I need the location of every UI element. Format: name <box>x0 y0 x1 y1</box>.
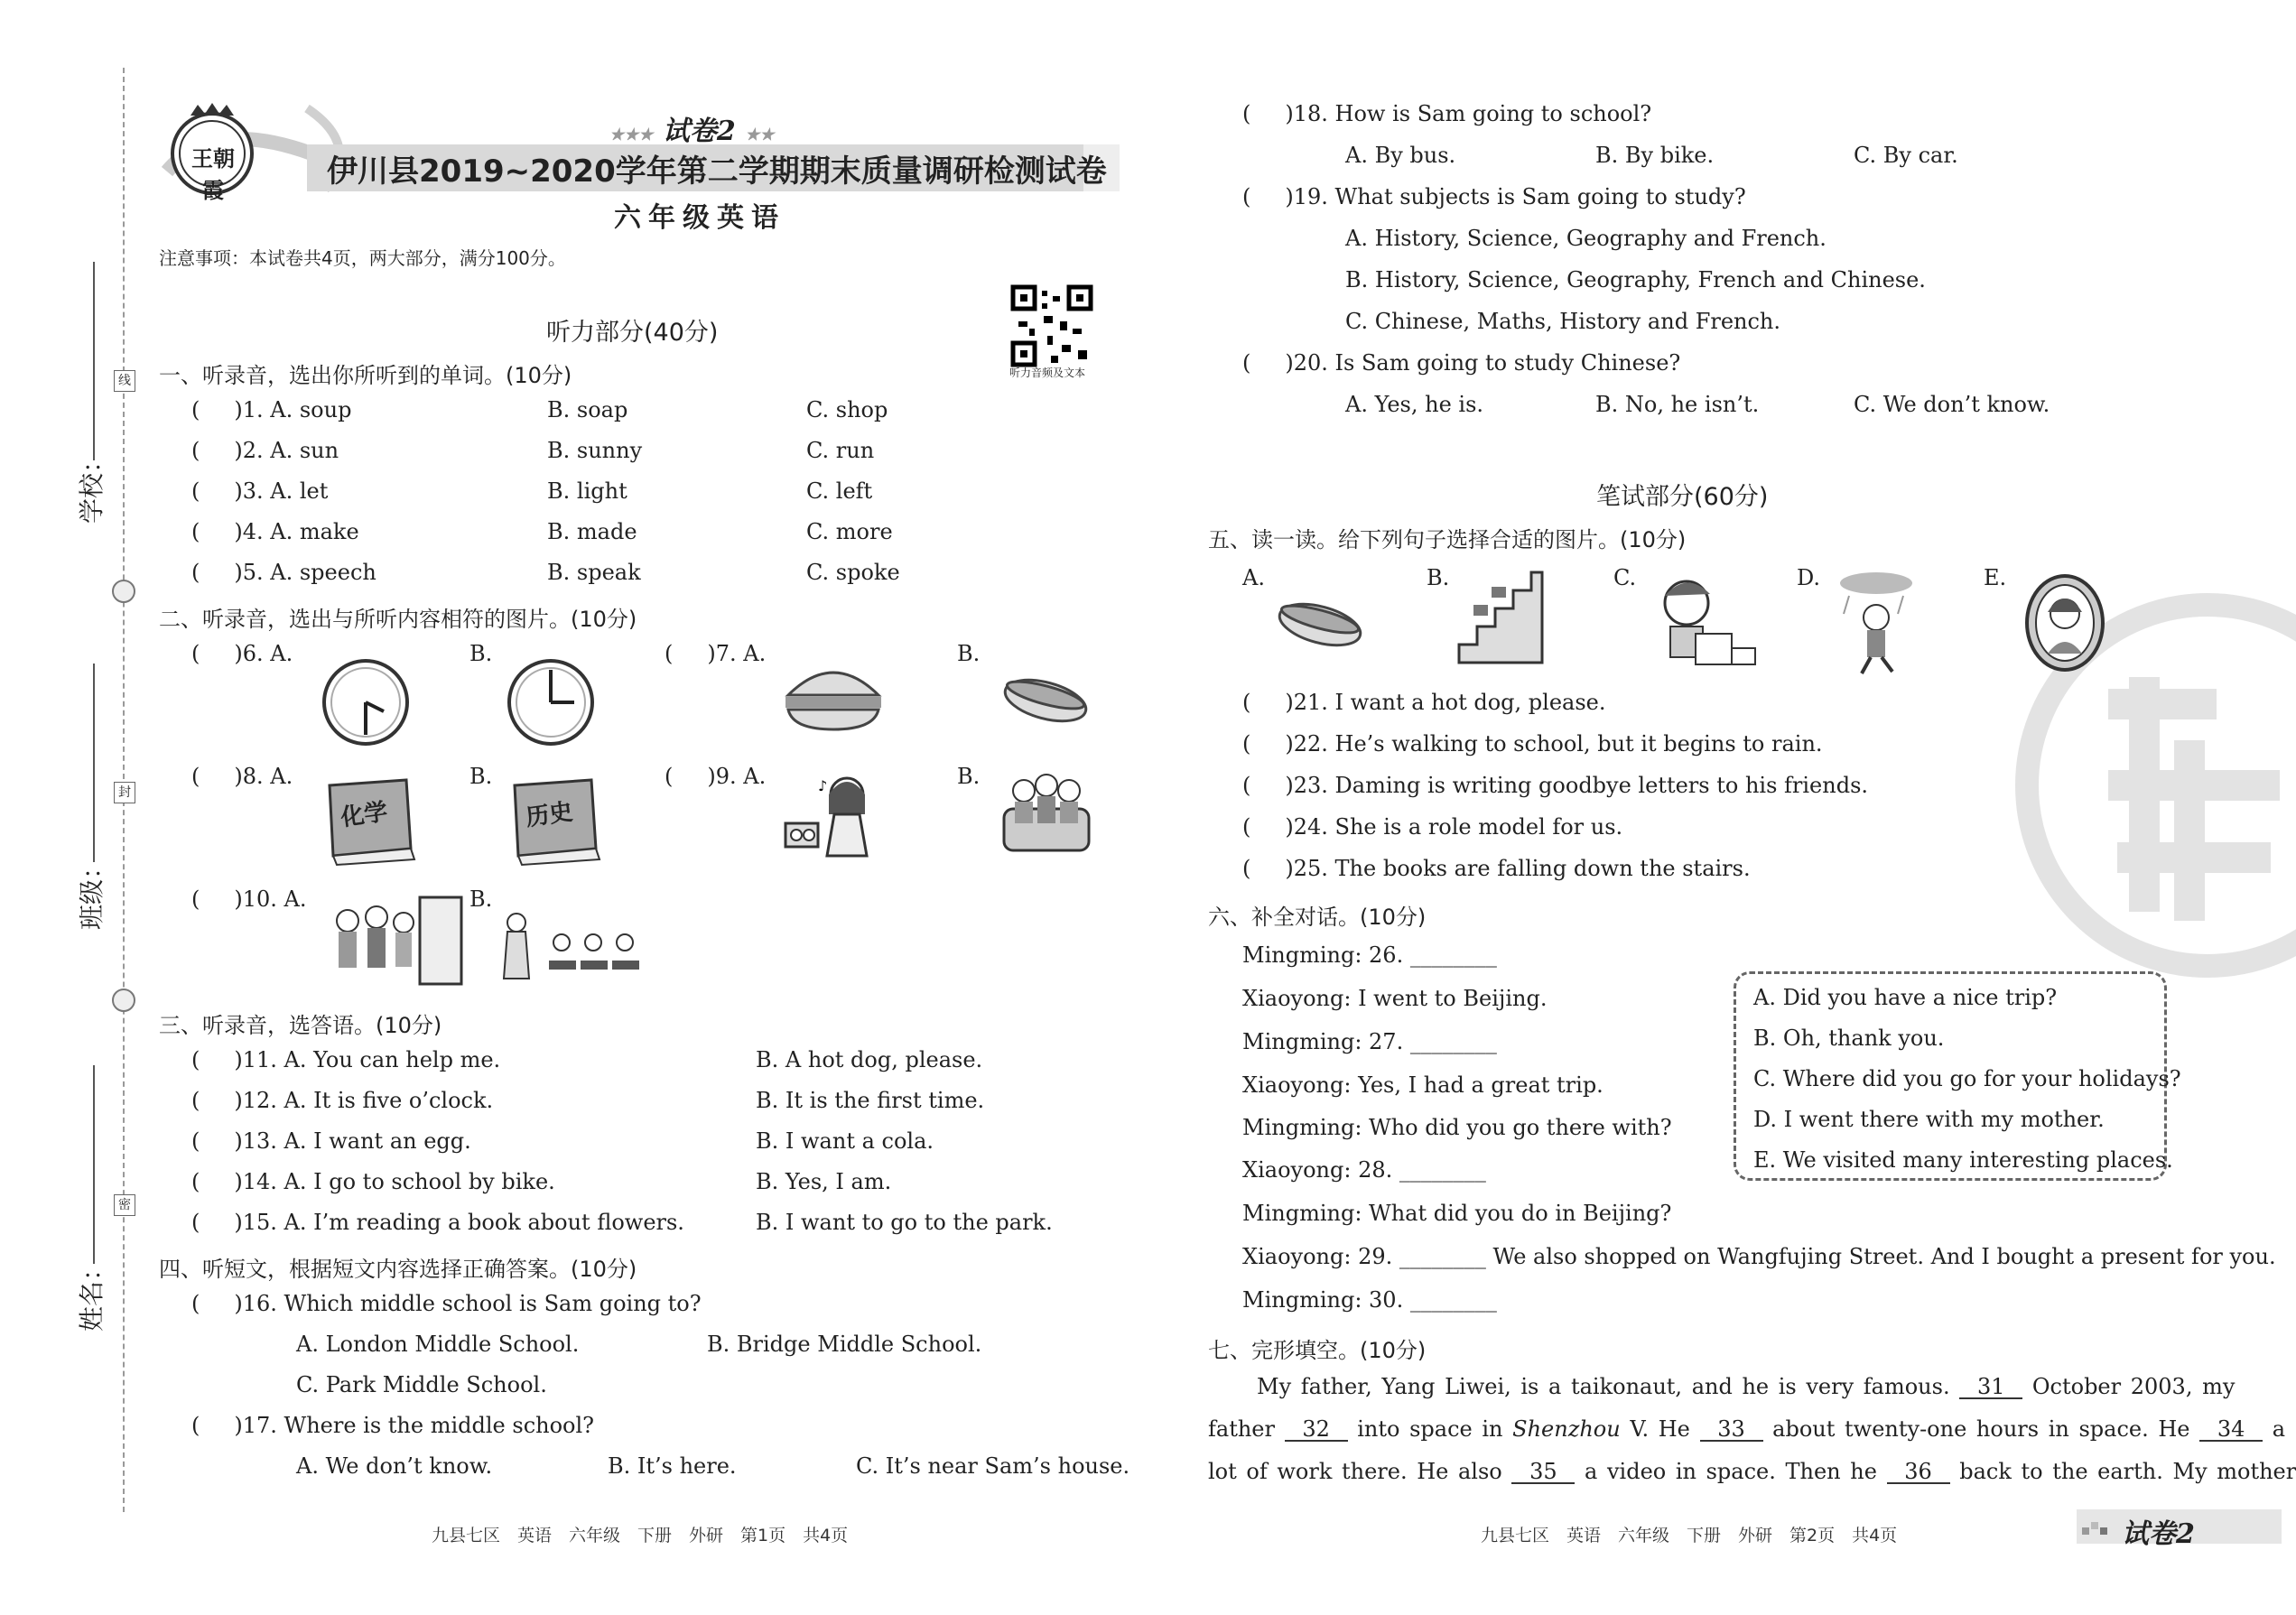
q13-a: )13. A. I want an egg. <box>234 1128 471 1154</box>
q23-text: )23. Daming is writing goodbye letters to his friends. <box>1285 773 1869 798</box>
q18-text: )18. How is Sam going to school? <box>1285 101 1652 126</box>
q16-a: A. London Middle School. <box>296 1332 580 1357</box>
q25: ( )25. The books are falling down the stairs. <box>1242 856 1751 881</box>
kids-on-sofa-image <box>997 764 1096 867</box>
dialog-line-29: Xiaoyong: 29. ________ We also shopped on Wangfujing Street. And I bought a present for you. <box>1242 1244 2276 1269</box>
cloze-text: into space in <box>1357 1416 1503 1442</box>
section1-title: 一、听录音，选出你所听到的单词。(10分) <box>159 363 572 388</box>
blank-32[interactable]: 32 <box>1285 1418 1348 1442</box>
q19-a: A. History, Science, Geography and French. <box>1345 226 1827 251</box>
clock-b-image <box>506 657 596 751</box>
pic-b-stairs-books <box>1455 569 1546 672</box>
dialog-line-5: Mingming: Who did you go there with? <box>1242 1115 1672 1140</box>
q2-c: C. run <box>806 438 875 463</box>
cloze-text: My father, Yang Liwei, is a taikonaut, and he is very famous. <box>1257 1374 1950 1399</box>
dialog-line-4: Xiaoyong: Yes, I had a great trip. <box>1242 1072 1603 1098</box>
brand-logo <box>158 99 266 203</box>
q15-b: B. I want to go to the park. <box>756 1210 1053 1235</box>
dialog-line-28: Xiaoyong: 28. ________ <box>1242 1157 1486 1183</box>
q20-b: B. No, he isn’t. <box>1595 392 1760 417</box>
q19-b: B. History, Science, Geography, French and Chinese. <box>1345 267 1926 292</box>
class-field-line[interactable] <box>93 664 95 862</box>
q1: ( )1. A. soup <box>191 397 352 422</box>
q7-b: B. <box>957 641 981 666</box>
hamburger-image <box>784 659 883 735</box>
classroom-image <box>498 906 643 1000</box>
seal-mark-seal: 封 <box>114 782 135 803</box>
q11: ( )11. A. You can help me. <box>191 1047 501 1072</box>
q5-a: )5. A. speech <box>234 560 376 585</box>
dialog-option-b: B. Oh, thank you. <box>1753 1026 1945 1051</box>
q18-b: B. By bike. <box>1595 143 1715 168</box>
q16: ( )16. Which middle school is Sam going to? <box>191 1291 702 1316</box>
writing-title: 笔试部分(60分) <box>1596 483 1769 511</box>
q6-label: )6. A. <box>234 641 293 666</box>
dialog-line-2: Xiaoyong: I went to Beijing. <box>1242 986 1548 1011</box>
binding-hole-bottom <box>112 988 135 1012</box>
kids-at-door-image <box>321 894 465 992</box>
qr-code[interactable] <box>1011 285 1092 367</box>
q17-a: A. We don’t know. <box>296 1453 493 1479</box>
seal-mark-line: 线 <box>114 370 135 392</box>
s5-label-d: D. <box>1797 565 1821 590</box>
q20-a: A. Yes, he is. <box>1345 392 1484 417</box>
q15-a: )15. A. I’m reading a book about flowers. <box>234 1210 684 1235</box>
cloze-text: lot of work there. He also <box>1208 1459 1502 1484</box>
q19-text: )19. What subjects is Sam going to study? <box>1285 184 1746 209</box>
q16-text: )16. Which middle school is Sam going to? <box>234 1291 702 1316</box>
q10-b: B. <box>469 886 493 912</box>
star-icon: ★★ <box>745 125 775 144</box>
hotdog-image <box>1000 664 1091 731</box>
q20-text: )20. Is Sam going to study Chinese? <box>1285 350 1681 376</box>
q6: ( )6. A. <box>191 641 293 666</box>
q4-b: B. made <box>547 519 637 544</box>
q8-label: )8. A. <box>234 764 293 789</box>
q4: ( )4. A. make <box>191 519 359 544</box>
q13: ( )13. A. I want an egg. <box>191 1128 471 1154</box>
blank-31[interactable]: 31 <box>1959 1376 2022 1399</box>
q18-c: C. By car. <box>1854 143 1958 168</box>
section6-title: 六、补全对话。(10分) <box>1208 905 1427 930</box>
name-field-line[interactable] <box>93 1065 95 1264</box>
q24-text: )24. She is a role model for us. <box>1285 814 1623 840</box>
dialog-line-26: Mingming: 26. ________ <box>1242 942 1497 968</box>
q25-text: )25. The books are falling down the stairs. <box>1285 856 1751 881</box>
cloze-text: back to the earth. My mother <box>1959 1459 2296 1484</box>
q14-b: B. Yes, I am. <box>756 1169 892 1194</box>
q17: ( )17. Where is the middle school? <box>191 1413 595 1438</box>
q10: ( )10. A. <box>191 886 307 912</box>
q20-c: C. We don’t know. <box>1854 392 2050 417</box>
q21-text: )21. I want a hot dog, please. <box>1285 690 1606 715</box>
q4-c: C. more <box>806 519 893 544</box>
cloze-text: V. He <box>1630 1416 1690 1442</box>
s5-label-e: E. <box>1984 565 2007 590</box>
seal-mark-secret: 密 <box>114 1194 135 1216</box>
history-book-image <box>506 776 605 867</box>
blank-34[interactable]: 34 <box>2199 1418 2263 1442</box>
cloze-line-1 <box>1257 1376 2235 1399</box>
q18: ( )18. How is Sam going to school? <box>1242 101 1652 126</box>
q10-label: )10. A. <box>234 886 307 912</box>
q4-a: )4. A. make <box>234 519 359 544</box>
cloze-text-italic: Shenzhou <box>1512 1416 1621 1442</box>
q20: ( )20. Is Sam going to study Chinese? <box>1242 350 1681 376</box>
dialog-option-a: A. Did you have a nice trip? <box>1753 985 2058 1010</box>
q19-c: C. Chinese, Maths, History and French. <box>1345 309 1781 334</box>
q22-text: )22. He’s walking to school, but it begins to rain. <box>1285 731 1823 756</box>
q5-b: B. speak <box>547 560 641 585</box>
brand-logo-text: 王朝霞 <box>191 145 235 203</box>
exam-title: 伊川县2019~2020学年第二学期期末质量调研检测试卷 <box>327 153 1107 190</box>
q9: ( )9. A. <box>665 764 767 789</box>
blank-33[interactable]: 33 <box>1700 1418 1763 1442</box>
q22: ( )22. He’s walking to school, but it begins to rain. <box>1242 731 1823 756</box>
q18-a: A. By bus. <box>1345 143 1456 168</box>
cloze-text: a video in space. Then he <box>1585 1459 1877 1484</box>
book-b-title: 历史 <box>524 798 575 832</box>
q16-b: B. Bridge Middle School. <box>707 1332 982 1357</box>
exam-notice: 注意事项：本试卷共4页，两大部分，满分100分。 <box>159 247 566 269</box>
q16-c: C. Park Middle School. <box>296 1372 547 1397</box>
name-label: 姓名： <box>77 1255 107 1332</box>
s5-label-c: C. <box>1613 565 1637 590</box>
footer-badge: 试卷2 <box>2122 1518 2195 1550</box>
qr-caption: 听力音频及文本 <box>1009 367 1086 379</box>
q12-a: )12. A. It is five o’clock. <box>234 1088 494 1113</box>
section4-title: 四、听短文，根据短文内容选择正确答案。(10分) <box>159 1257 637 1282</box>
girl-listening-music-image <box>782 769 881 863</box>
blank-36[interactable]: 36 <box>1887 1461 1950 1484</box>
section7-title: 七、完形填空。(10分) <box>1208 1338 1427 1363</box>
clock-a-image <box>321 657 411 751</box>
q2-b: B. sunny <box>547 438 643 463</box>
school-field-line[interactable] <box>93 262 95 460</box>
cloze-text: about twenty-one hours in space. He <box>1772 1416 2190 1442</box>
dialog-line-7: Mingming: What did you do in Beijing? <box>1242 1201 1672 1226</box>
q13-b: B. I want a cola. <box>756 1128 934 1154</box>
exam-subject: 六年级英语 <box>614 202 785 234</box>
q5-c: C. spoke <box>806 560 900 585</box>
pic-a-hotdog <box>1275 585 1365 661</box>
section3-title: 三、听录音，选答语。(10分) <box>159 1013 442 1038</box>
listening-title: 听力部分(40分) <box>546 319 719 347</box>
q23: ( )23. Daming is writing goodbye letters to his friends. <box>1242 773 1869 798</box>
pic-e-woman-portrait <box>2015 567 2115 683</box>
series-label: 试卷2 <box>662 116 736 147</box>
q3-b: B. light <box>547 478 627 504</box>
q3: ( )3. A. let <box>191 478 329 504</box>
s5-label-b: B. <box>1427 565 1450 590</box>
q1-c: C. shop <box>806 397 888 422</box>
class-label: 班级： <box>77 853 107 930</box>
cloze-text: October 2003, my <box>2031 1374 2236 1399</box>
q14: ( )14. A. I go to school by bike. <box>191 1169 555 1194</box>
q2: ( )2. A. sun <box>191 438 339 463</box>
q17-c: C. It’s near Sam’s house. <box>856 1453 1130 1479</box>
star-icon: ★★★ <box>609 125 654 144</box>
cloze-line-3 <box>1208 1461 2296 1484</box>
q9-b: B. <box>957 764 981 789</box>
s5-label-a: A. <box>1242 565 1265 590</box>
cloze-text: father <box>1208 1416 1275 1442</box>
dialog-option-d: D. I went there with my mother. <box>1753 1107 2105 1132</box>
q12: ( )12. A. It is five o’clock. <box>191 1088 494 1113</box>
q11-b: B. A hot dog, please. <box>756 1047 983 1072</box>
q8: ( )8. A. <box>191 764 293 789</box>
blank-35[interactable]: 35 <box>1511 1461 1575 1484</box>
q24: ( )24. She is a role model for us. <box>1242 814 1623 840</box>
q19: ( )19. What subjects is Sam going to study? <box>1242 184 1746 209</box>
q11-a: )11. A. You can help me. <box>234 1047 501 1072</box>
footer-left: 九县七区 英语 六年级 下册 外研 第1页 共4页 <box>432 1526 849 1545</box>
cloze-line-2 <box>1208 1418 2285 1442</box>
section5-title: 五、读一读。给下列句子选择合适的图片。(10分) <box>1208 527 1687 552</box>
pic-d-boy-rain <box>1831 569 1921 681</box>
q17-b: B. It’s here. <box>608 1453 737 1479</box>
dialog-option-e: E. We visited many interesting places. <box>1753 1147 2173 1173</box>
qr-code-icon <box>1011 285 1092 367</box>
series-badge <box>609 108 774 148</box>
q7-label: )7. A. <box>707 641 767 666</box>
svg-text:♪: ♪ <box>818 777 828 794</box>
q3-c: C. left <box>806 478 873 504</box>
footer-badge-squares <box>2082 1520 2109 1536</box>
q6-b: B. <box>469 641 493 666</box>
q21: ( )21. I want a hot dog, please. <box>1242 690 1606 715</box>
section2-title: 二、听录音，选出与所听内容相符的图片。(10分) <box>159 607 637 632</box>
q15: ( )15. A. I’m reading a book about flowers. <box>191 1210 684 1235</box>
q9-label: )9. A. <box>707 764 767 789</box>
dialog-line-30: Mingming: 30. ________ <box>1242 1287 1497 1313</box>
cloze-text: a <box>2272 1416 2286 1442</box>
dialog-line-27: Mingming: 27. ________ <box>1242 1029 1497 1054</box>
q8-b: B. <box>469 764 493 789</box>
q2-a: )2. A. sun <box>234 438 339 463</box>
q12-b: B. It is the first time. <box>756 1088 985 1113</box>
chemistry-book-image <box>321 776 420 867</box>
q14-a: )14. A. I go to school by bike. <box>234 1169 555 1194</box>
q7: ( )7. A. <box>665 641 767 666</box>
book-a-title: 化学 <box>339 798 390 832</box>
q1-b: B. soap <box>547 397 628 422</box>
q5: ( )5. A. speech <box>191 560 376 585</box>
binding-hole-top <box>112 580 135 603</box>
q1-a: )1. A. soup <box>234 397 352 422</box>
dialog-option-c: C. Where did you go for your holidays? <box>1753 1066 2181 1091</box>
q3-a: )3. A. let <box>234 478 329 504</box>
footer-right: 九县七区 英语 六年级 下册 外研 第2页 共4页 <box>1481 1526 1898 1545</box>
school-label: 学校： <box>77 447 107 524</box>
pic-c-boy-writing <box>1641 571 1759 673</box>
q17-text: )17. Where is the middle school? <box>234 1413 595 1438</box>
